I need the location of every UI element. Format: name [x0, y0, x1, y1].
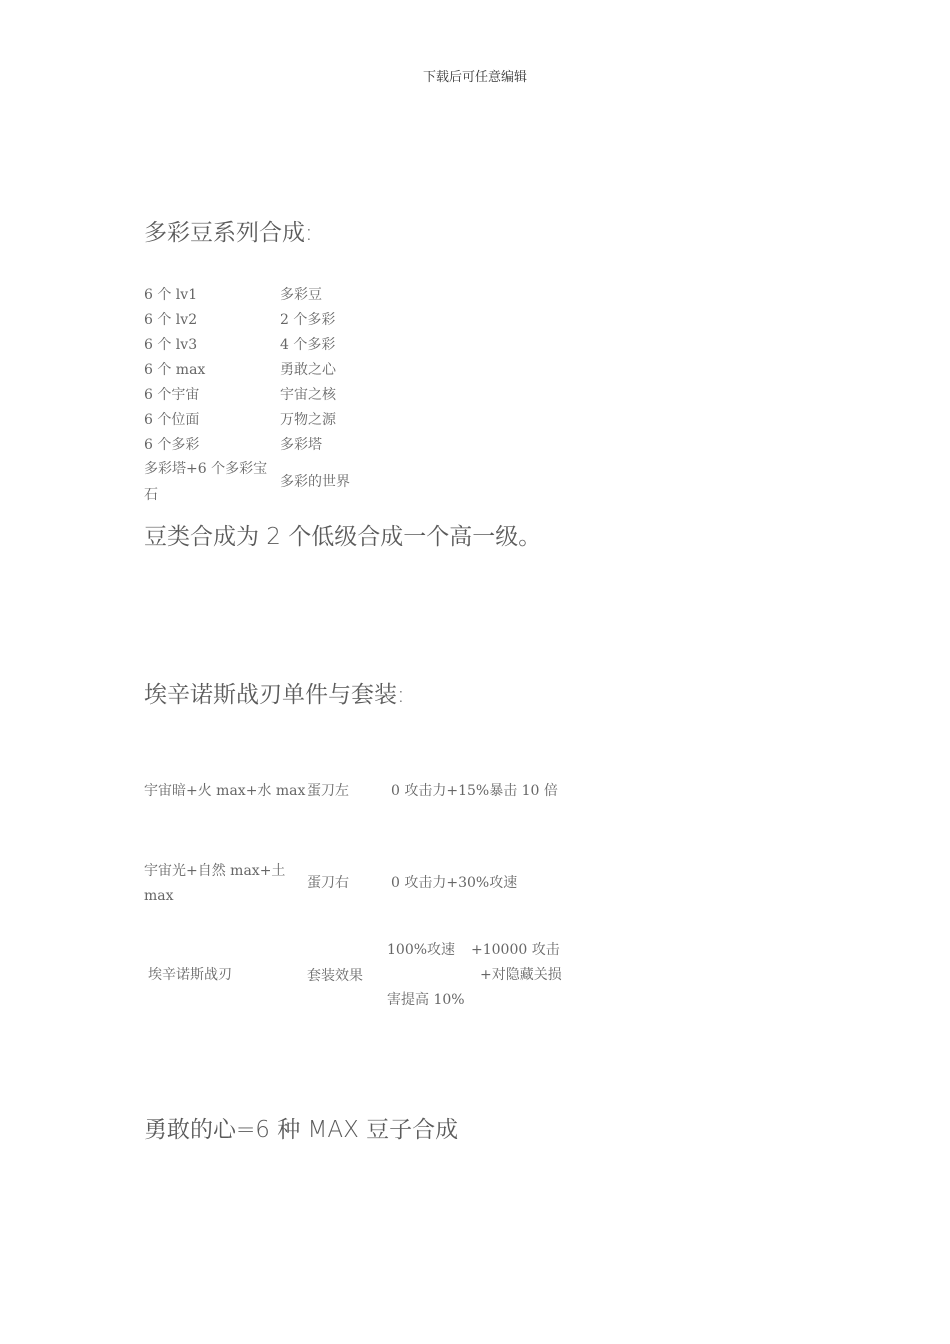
section-heading-blade-set: 埃辛诺斯战刃单件与套装:: [144, 682, 405, 708]
blade-item: 蛋刀左: [307, 783, 349, 799]
recipe-input: 6 个 lv1: [144, 287, 198, 303]
blade-item: 蛋刀右: [307, 875, 349, 891]
recipe-input-line2: 石: [144, 487, 158, 503]
set-label: 套装效果: [307, 968, 363, 984]
recipe-input: 6 个 lv3: [144, 337, 198, 353]
set-effect-b-line1: +10000 攻击: [471, 942, 560, 958]
recipe-input: 6 个 lv2: [144, 312, 198, 328]
recipe-output: 多彩的世界: [280, 474, 350, 490]
page-header-note: 下载后可任意编辑: [422, 70, 527, 85]
recipe-output: 4 个多彩: [280, 337, 336, 353]
recipe-output: 万物之源: [280, 412, 336, 428]
blade-recipe-line2: max: [144, 888, 174, 904]
recipe-input: 6 个宇宙: [144, 387, 200, 403]
recipe-input: 6 个位面: [144, 412, 200, 428]
recipe-output: 多彩豆: [280, 287, 322, 303]
recipe-output: 多彩塔: [280, 437, 322, 453]
recipe-input: 6 个 max: [144, 362, 206, 378]
blade-recipe-line1: 宇宙光+自然 max+土: [144, 863, 286, 879]
set-effect-b-line2: +对隐藏关损: [480, 967, 562, 983]
recipe-input-line1: 多彩塔+6 个多彩宝: [144, 461, 268, 477]
set-name: 埃辛诺斯战刃: [148, 967, 232, 983]
section-note-bean-merge: 豆类合成为 2 个低级合成一个高一级。: [144, 524, 542, 550]
set-effect-a-line2: 害提高 10%: [387, 992, 465, 1008]
recipe-output: 宇宙之核: [280, 387, 336, 403]
blade-recipe: 宇宙暗+火 max+水 max: [144, 783, 306, 799]
blade-effect: 0 攻击力+30%攻速: [391, 875, 518, 891]
set-effect-a-line1: 100%攻速: [387, 942, 456, 958]
recipe-output: 勇敢之心: [280, 362, 336, 378]
blade-effect: 0 攻击力+15%暴击 10 倍: [391, 783, 558, 799]
section-heading-colorful-beans: 多彩豆系列合成:: [144, 220, 313, 246]
section-heading-brave-heart: 勇敢的心=6 种 MAX 豆子合成: [144, 1117, 459, 1143]
recipe-output: 2 个多彩: [280, 312, 336, 328]
recipe-input: 6 个多彩: [144, 437, 200, 453]
